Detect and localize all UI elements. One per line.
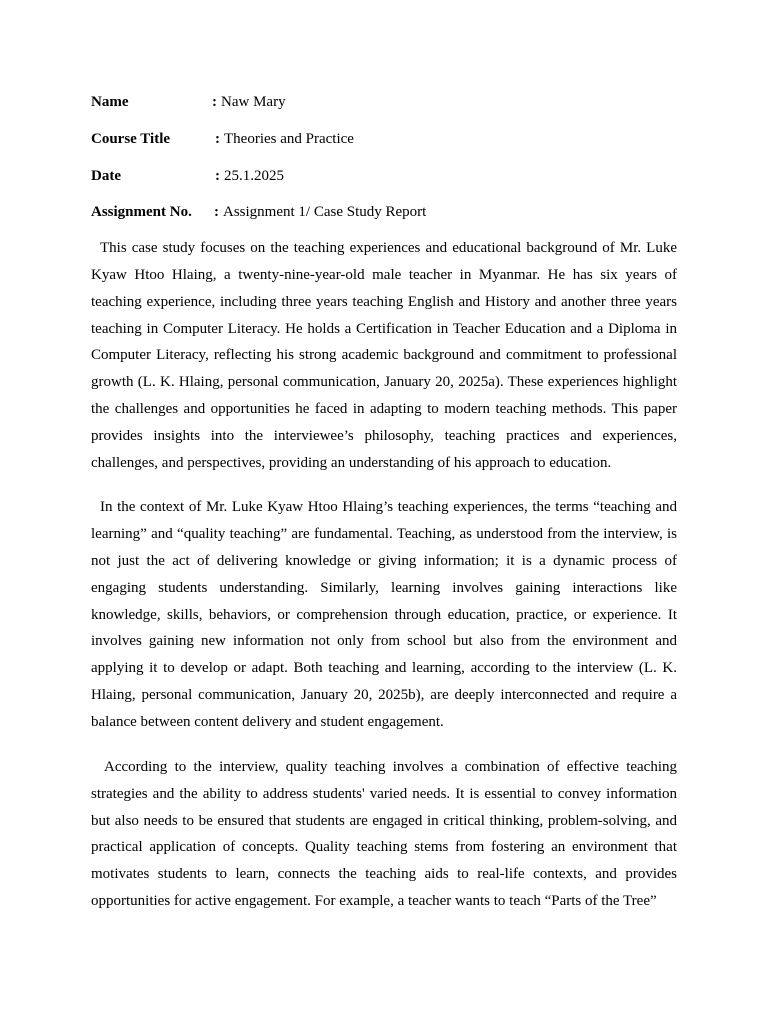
course-title-label: Course Title <box>91 130 171 147</box>
date-value: 25.1.2025 <box>224 167 284 184</box>
assignment-row <box>91 198 677 226</box>
course-title-row <box>91 125 677 153</box>
assignment-value: Assignment 1/ Case Study Report <box>223 204 427 221</box>
assignment-label: Assignment No. <box>91 204 192 221</box>
name-label: Name <box>91 94 129 110</box>
body-paragraph-3: According to the interview, quality teaching involves a combination of effective teaching strategies and the ability to address students' varied needs. It is essential to convey information but also needs to be ensured that students are engaged in critical thinking, problem-solving, and practical application of concepts. Quality teaching stems from fostering an environment that motivates students to learn, connects the teaching aids to real-life contexts, and provides opportunities for active engagement. For example, a teacher wants to teach “Parts of the Tree” <box>91 759 677 910</box>
name-value: Naw Mary <box>221 94 286 110</box>
course-title-value: Theories and Practice <box>224 130 354 147</box>
document-page <box>91 88 677 915</box>
course-title-colon: : <box>215 130 220 147</box>
name-row <box>91 88 677 116</box>
date-row <box>91 162 677 190</box>
body-paragraph-1: This case study focuses on the teaching experiences and educational background of Mr. Luke Kyaw Htoo Hlaing, a twenty-nine-year-old male teacher in Myanmar. He has six years of teaching experience, including three years teaching English and History and another three years teaching in Computer Literacy. He holds a Certification in Teacher Education and a Diploma in Computer Literacy, reflecting his strong academic background and commitment to professional growth (L. K. Hlaing, personal communication, January 20, 2025a). These experiences highlight the challenges and opportunities he faced in adapting to modern teaching methods. This paper provides insights into the interviewee’s philosophy, teaching practices and experiences, challenges, and perspectives, providing an understanding of his approach to education. <box>91 240 677 471</box>
assignment-colon: : <box>214 204 219 221</box>
date-colon: : <box>215 167 220 184</box>
date-label: Date <box>91 167 121 184</box>
body-paragraph-2: In the context of Mr. Luke Kyaw Htoo Hlaing’s teaching experiences, the terms “teaching and learning” and “quality teaching” are fundamental. Teaching, as understood from the interview, is not just the act of delivering knowledge or giving information; it is a dynamic process of engaging students understanding. Similarly, learning involves gaining interactions like knowledge, skills, behaviors, or comprehension through education, practice, or experience. It involves gaining new information not only from school but also from the environment and applying it to develop or adapt. Both teaching and learning, according to the interview (L. K. Hlaing, personal communication, January 20, 2025b), are deeply interconnected and require a balance between content delivery and student engagement. <box>91 499 677 730</box>
name-colon: : <box>212 94 217 110</box>
